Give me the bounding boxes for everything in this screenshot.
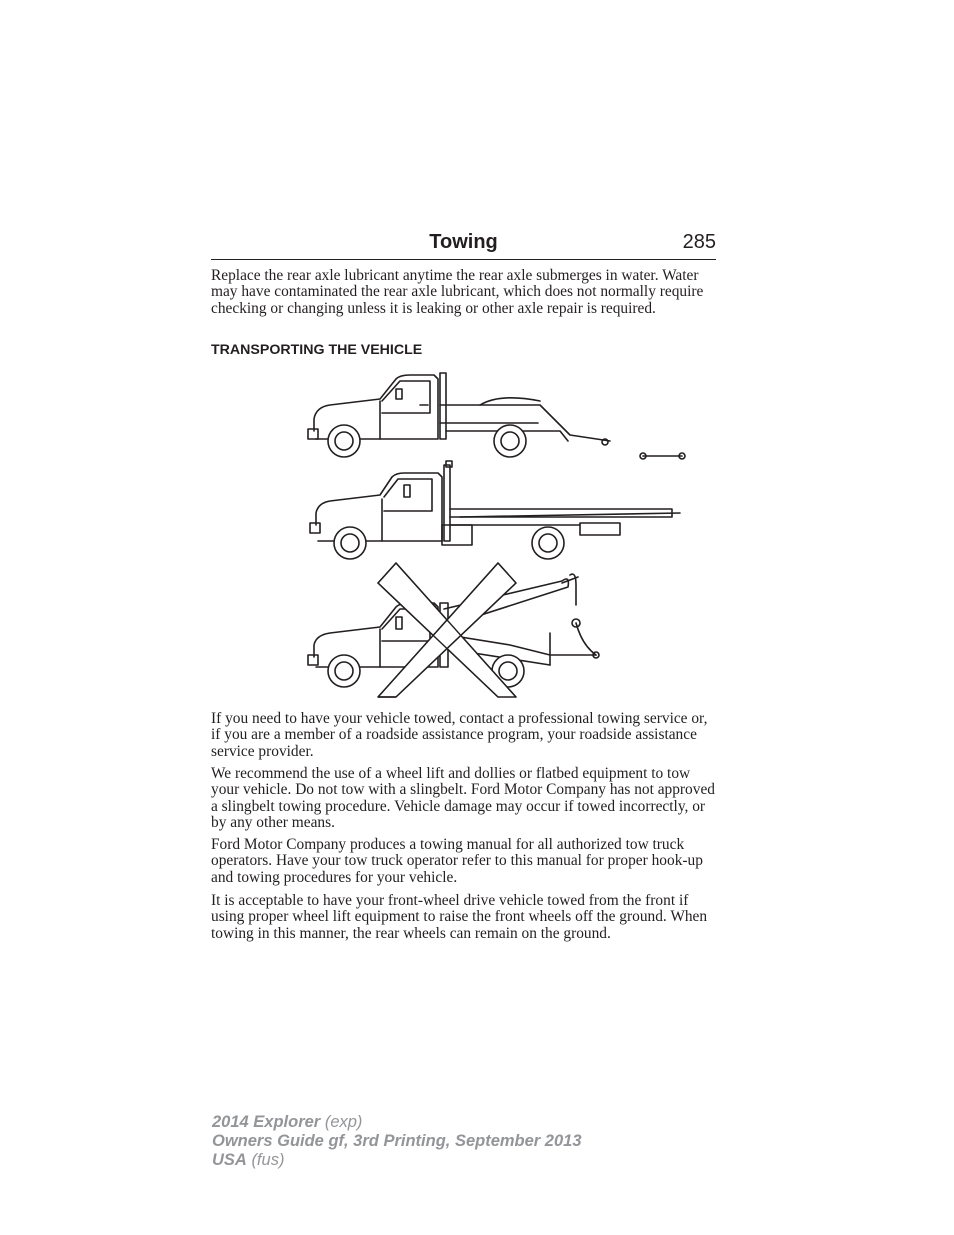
- footer-model-code: (exp): [324, 1113, 363, 1131]
- paragraph-front-wheel: It is acceptable to have your front-wheel drive vehicle towed from the front if using proper wheel lift equipment to raise the front wheels off the ground. When towing in this manner, the rear wheels can remain on the ground.: [211, 892, 708, 942]
- prohibited-x-icon: [378, 563, 516, 697]
- footer-model-line: [212, 1113, 582, 1132]
- wheel-lift-truck-icon: [308, 373, 685, 459]
- footer: [212, 1113, 582, 1170]
- page-header: [211, 229, 716, 260]
- towing-illustration: [300, 365, 700, 705]
- footer-market-line: [212, 1151, 582, 1170]
- paragraph-manual: Ford Motor Company produces a towing manual for all authorized tow truck operators. Have your tow truck operator refer to this manual for proper hook-up and towing procedures for your vehicle.: [211, 836, 703, 886]
- flatbed-truck-icon: [310, 461, 680, 559]
- paragraph-axle-lubricant: Replace the rear axle lubricant anytime the rear axle submerges in water. Water may have contaminated the rear axle lubricant, which does not normally require checking or changing unless it is leaking or other axle repair is required.: [211, 267, 704, 317]
- footer-guide: Owners Guide gf, 3rd Printing, September 2013: [212, 1132, 582, 1150]
- section-title: Towing: [429, 231, 498, 253]
- footer-guide-line: [212, 1132, 582, 1151]
- footer-market: USA: [212, 1151, 247, 1169]
- subheading-transporting: TRANSPORTING THE VEHICLE: [211, 342, 423, 358]
- page-number: 285: [682, 231, 716, 253]
- paragraph-towed: If you need to have your vehicle towed, contact a professional towing service or, if you are a member of a roadside assistance program, your roadside assistance service provider.: [211, 710, 708, 760]
- footer-model: 2014 Explorer: [212, 1113, 321, 1131]
- paragraph-recommend: We recommend the use of a wheel lift and dollies or flatbed equipment to tow your vehicle. Do not tow with a slingbelt. Ford Motor Company has not approved a slingbelt towing procedure. Vehicle damage may occur if towed incorrectly, or by any other means.: [211, 765, 715, 831]
- footer-market-code: (fus): [251, 1151, 285, 1169]
